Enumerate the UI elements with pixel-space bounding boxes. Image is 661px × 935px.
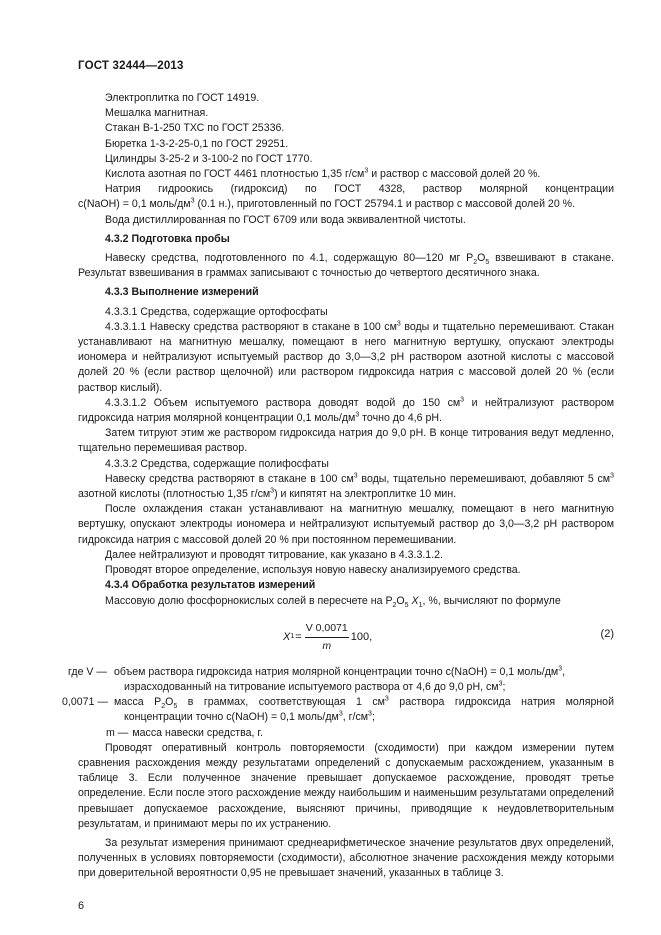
legend-row-m: m — масса навески средства, г. bbox=[106, 726, 263, 739]
reagent-item: Цилиндры 3-25-2 и 3-100-2 по ГОСТ 1770. bbox=[105, 152, 313, 165]
paragraph-neutralize: Далее нейтрализуют и проводят титрование, как указано в 4.3.3.1.2. bbox=[105, 548, 443, 561]
paragraph-second-determination: Проводят второе определение, используя новую навеску анализируемого средства. bbox=[105, 564, 521, 577]
paragraph-result: За результат измерения принимают среднеарифметическое значение результатов двух определений, полученных в условиях повторяемости (сходимости), абсолютное значение расхождения между которыми при доверительной вероятности 0,95 не превышает значений, указанных в таблице 3. bbox=[78, 836, 614, 880]
reagent-water: Вода дистиллированная по ГОСТ 6709 или вода эквивалентной чистоты. bbox=[105, 213, 466, 226]
subsection-4-3-3-2: 4.3.3.2 Средства, содержащие полифосфаты bbox=[105, 457, 329, 470]
page-header: ГОСТ 32444—2013 bbox=[78, 60, 184, 72]
section-heading-4-3-2: 4.3.2 Подготовка пробы bbox=[105, 232, 230, 245]
formula-legend: где V — объем раствора гидроксида натрия молярной концентрации точно c(NaOH) = 0,1 моль/$дм^3$, израсходованный на титрование испытуемого раствора от 4,6 до 9,0 pH, $см^3$; 0,0071 — масса $P_2O_5$ в граммах, соответствующая 1 $см^3$ раствора гидроксида натрия молярной концентрации точно c(NaOH) = 0,1 моль/$дм^3$, $г/см^3$; m — масса навески средства, г. bbox=[68, 665, 614, 741]
subsection-4-3-3-1: 4.3.3.1 Средства, содержащие ортофосфаты bbox=[105, 305, 328, 318]
reagent-naoh-line2: c(NaOH) = 0,1 моль/$дм^3$ (0.1 н.), приготовленный по ГОСТ 25794.1 и раствор с массовой долей 20 %. bbox=[78, 197, 576, 211]
document-body bbox=[62, 91, 614, 882]
formula-denominator: m bbox=[322, 639, 332, 652]
formula-expression: X 1 = $\frac{V 0,0071}{m}$ 100, bbox=[283, 621, 372, 654]
page-number: 6 bbox=[78, 900, 85, 912]
reagent-naoh-line1: Натрия гидроокись (гидроксид) по ГОСТ 4328, раствор молярной концентрации bbox=[105, 183, 614, 196]
paragraph-polyphosphates: Навеску средства растворяют в стакане в 100 $см^3$ воды, тщательно перемешивают, добавляют 5 $см^3$ азотной кислоты (плотностью 1,35 $г/см^3$) и кипятят на электроплитке 10 мин. bbox=[78, 472, 614, 501]
paragraph-calculation: Массовую долю фосфорнокислых солей в пересчете на $P_2O_5$ $X_1$, %, вычисляют по формуле bbox=[105, 594, 561, 609]
reagent-nitric-acid: Кислота азотная по ГОСТ 4461 плотностью 1,35 $г/см^3$ и раствор с массовой долей 20 %. bbox=[105, 167, 541, 181]
reagent-item: Стакан В-1-250 ТХС по ГОСТ 25336. bbox=[105, 122, 285, 135]
section-heading-4-3-3: 4.3.3 Выполнение измерений bbox=[105, 286, 259, 299]
paragraph-4-3-3-1-1: 4.3.3.1.1 Навеску средства растворяют в стакане в 100 $см^3$ воды и тщательно перемешивают. Стакан устанавливают на магнитную мешалку, помещают в него магнитную вертушку, опускают электроды иономера и нейтрализуют испытуемый раствор до 3,0—3,2 pH раствором азотной кислоты с массовой долей 20 % (если раствор щелочной) или раствором гидроксида натрия с массовой долей 20 % (если раствор кислый). bbox=[78, 320, 614, 394]
paragraph-sample-prep: Навеску средства, подготовленного по 4.1, содержащую 80—120 мг $P_2O_5$ взвешивают в стакане. Результат взвешивания в граммах записывают с точностью до четвертого десятичного знака. bbox=[78, 252, 614, 280]
paragraph-control: Проводят оперативный контроль повторяемости (сходимости) при каждом измерении путем сравнения расхождения между результатами определений с допускаемым расхождением, указанным в таблице 3. Если полученное значение превышает допускаемое расхождение, проводят третье определение. Если после этого расхождение между наибольшим и наименьшим результатами определений превышает допускаемое расхождение, выясняют причины, приводящие к неудовлетворительным результатам, и принимают меры по их устранению. bbox=[78, 741, 614, 830]
legend-row-coef: 0,0071 — масса $P_2O_5$ в граммах, соответствующая 1 $см^3$ раствора гидроксида натрия молярной bbox=[62, 695, 614, 711]
legend-row-v: где V — объем раствора гидроксида натрия молярной концентрации точно c(NaOH) = 0,1 моль/$дм^3$, bbox=[68, 665, 566, 678]
paragraph-4-3-3-1-2: 4.3.3.1.2 Объем испытуемого раствора доводят водой до 150 $см^3$ и нейтрализуют раствором гидроксида натрия молярной концентрации 0,1 моль/$дм^3$ точно до 4,6 pH. bbox=[78, 396, 614, 425]
formula-2 bbox=[78, 611, 614, 665]
reagent-item: Мешалка магнитная. bbox=[105, 107, 209, 120]
section-heading-4-3-4: 4.3.4 Обработка результатов измерений bbox=[105, 579, 316, 592]
paragraph-titration: Затем титруют этим же раствором гидроксида натрия до 9,0 pH. В конце титрования ведут медленно, тщательно перемешивая раствор. bbox=[78, 427, 614, 455]
formula-numerator: V 0,0071 bbox=[305, 621, 349, 638]
formula-number: (2) bbox=[600, 627, 614, 640]
reagent-item: Электроплитка по ГОСТ 14919. bbox=[105, 92, 260, 104]
paragraph-cooling: После охлаждения стакан устанавливают на магнитную мешалку, помещают в него магнитную вертушку, опускают электроды иономера и нейтрализуют испытуемый раствор до 3,0—3,2 pH раствором гидроксида натрия с массовой долей 20 % при постоянном перемешивании. bbox=[78, 503, 614, 546]
reagent-item: Бюретка 1-3-2-25-0,1 по ГОСТ 29251. bbox=[105, 137, 289, 150]
formula-fraction bbox=[305, 621, 349, 654]
